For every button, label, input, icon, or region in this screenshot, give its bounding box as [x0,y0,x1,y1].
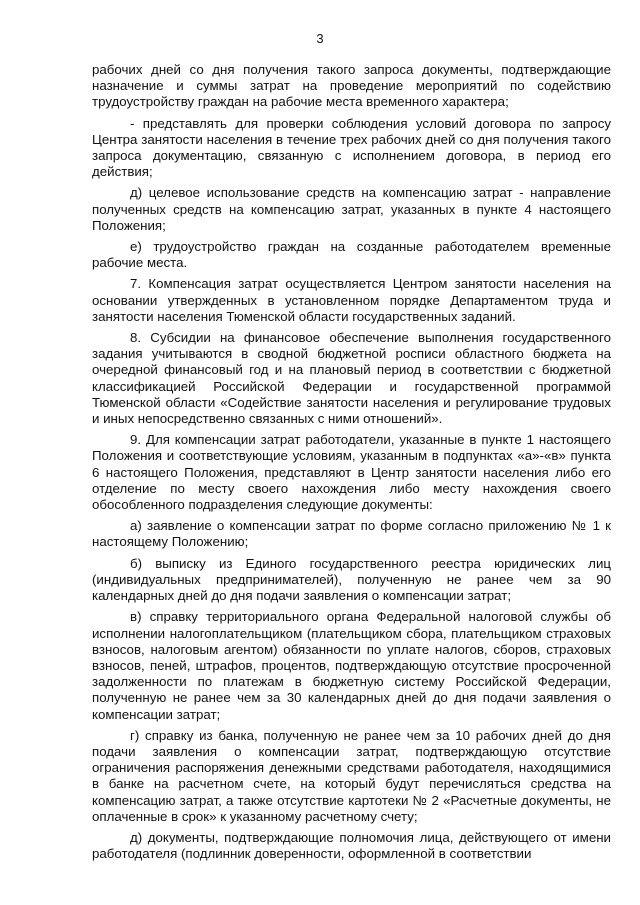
paragraph-item-8: 8. Субсидии на финансовое обеспечение выполнения государственного задания учитываются в сводной бюджетной росписи областного бюджета на очередной финансовый год и на плановый период в соответствии с бюджетной классификацией Российской Федерации и государственной программой Тюменской области «Содействие занятости населения и регулирование трудовых и иных непосредственно связанных с ними отношений». [92,330,611,427]
paragraph-subitem-d: д) целевое использование средств на компенсацию затрат - направление полученных средств на компенсацию затрат, указанных в пункте 4 настоящего Положения; [92,185,611,233]
page-number: 3 [316,31,324,46]
paragraph-document-a: а) заявление о компенсации затрат по форме согласно приложению № 1 к настоящему Положению; [92,518,611,550]
paragraph-item-7: 7. Компенсация затрат осуществляется Центром занятости населения на основании утвержденных в установленном порядке Департаментом труда и занятости населения Тюменской области государственных заданий. [92,276,611,324]
paragraph-document-d-authority: д) документы, подтверждающие полномочия лица, действующего от имени работодателя (подлинник доверенности, оформленной в соответствии [92,829,611,862]
paragraph-continuation: рабочих дней со дня получения такого запроса документы, подтверждающие назначение и суммы затрат на проведение мероприятий по содействию трудоустройству граждан на рабочие места временного характера; [92,62,611,110]
paragraph-document-b: б) выписку из Единого государственного реестра юридических лиц (индивидуальных предпринимателей), полученную не ранее чем за 90 календарных дней до дня подачи заявления о компенсации затрат; [92,555,611,604]
paragraph-item-9: 9. Для компенсации затрат работодатели, указанные в пункте 1 настоящего Положения и соответствующие условиям, указанным в подпунктах «а»-«в» пункта 6 настоящего Положения, представляют в Центр занятости населения либо его отделение по месту своего нахождения либо месту нахождения своего обособленного подразделения следующие документы: [92,432,611,513]
paragraph-document-c: в) справку территориального органа Федеральной налоговой службы об исполнении налогоплательщиком (плательщиком сбора, плательщиком страховых взносов, налоговым агентом) обязанности по уплате налогов, сборов, страховых взносов, пеней, штрафов, процентов, подтверждающую отсутствие просроченной задолженности по платежам в бюджетную систему Российской Федерации, полученную не ранее чем за 30 календарных дней до дня подачи заявления о компенсации затрат; [92,609,611,722]
paragraph-document-d-bank: г) справку из банка, полученную не ранее чем за 10 рабочих дней до дня подачи заявления о компенсации затрат, подтверждающую отсутствие ограничения распоряжения денежными средствами работодателя, находящимися в банке на расчетном счете, на который будут перечисляться средства на компенсацию затрат, а также отсутствие картотеки № 2 «Расчетные документы, не оплаченные в срок» к указанному расчетному счету; [92,727,611,824]
paragraph-inspection-obligation: - представлять для проверки соблюдения условий договора по запросу Центра занятости населения в течение трех рабочих дней со дня получения такого запроса документацию, связанную с исполнением договора, в период его действия; [92,115,611,180]
document-body [92,62,611,866]
paragraph-subitem-e: е) трудоустройство граждан на созданные работодателем временные рабочие места. [92,239,611,271]
